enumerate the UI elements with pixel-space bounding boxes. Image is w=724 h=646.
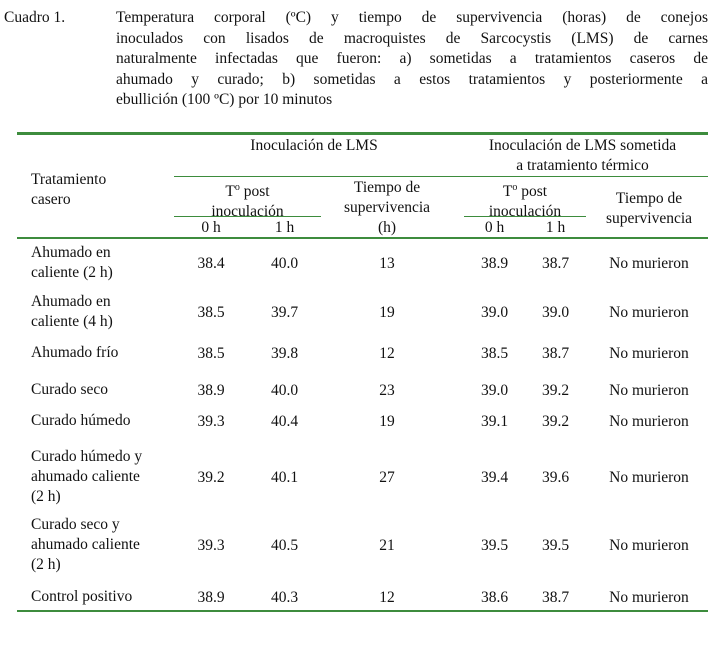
header-1h-b: 1 h bbox=[545, 219, 566, 236]
cell-a0: 38.5 bbox=[197, 304, 225, 321]
cell-b0: 39.0 bbox=[480, 382, 509, 399]
header-temp-inoc: inoculación bbox=[488, 203, 562, 221]
header-temp-t: T bbox=[502, 183, 513, 201]
header-group-2-line2: a tratamiento térmico bbox=[516, 157, 649, 174]
bottom-rule bbox=[17, 610, 708, 612]
header-temp-post: post bbox=[239, 183, 270, 201]
cell-s: No murieron bbox=[609, 255, 689, 272]
row-label-line: (2 h) bbox=[31, 488, 61, 505]
row-label-line: Ahumado en bbox=[31, 293, 111, 310]
cell-s: No murieron bbox=[609, 469, 689, 486]
cell-b1: 39.2 bbox=[541, 413, 570, 430]
row-label bbox=[31, 587, 132, 607]
cell-b0: 39.1 bbox=[480, 413, 509, 430]
row-label-line: caliente (4 h) bbox=[31, 313, 113, 330]
cell-a0: 39.3 bbox=[197, 537, 225, 554]
cell-s: No murieron bbox=[609, 304, 689, 321]
cell-s: No murieron bbox=[609, 537, 689, 554]
top-rule bbox=[17, 132, 708, 135]
header-0h-b: 0 h bbox=[484, 219, 505, 236]
row-label bbox=[31, 243, 113, 283]
cell-a0: 38.9 bbox=[197, 589, 225, 606]
cell-b1: 39.0 bbox=[541, 304, 570, 321]
cell-a1: 40.0 bbox=[270, 255, 299, 272]
cell-b0: 38.6 bbox=[480, 589, 509, 606]
cell-b0: 39.5 bbox=[480, 537, 509, 554]
cell-a1: 39.7 bbox=[270, 304, 299, 321]
table-caption bbox=[4, 8, 708, 111]
header-temp-degree: o bbox=[234, 182, 240, 193]
cell-t: 23 bbox=[379, 382, 395, 399]
row-label-line: ahumado caliente bbox=[31, 536, 140, 553]
header-tiempo-sup-2 bbox=[590, 189, 708, 229]
cell-b1: 38.7 bbox=[541, 255, 570, 272]
row-label bbox=[31, 380, 108, 400]
caption-line: ahumado y curado; b) sometidas a estos tratamientos y posteriormente a bbox=[116, 70, 708, 88]
row-label-line: (2 h) bbox=[31, 556, 61, 573]
header-tratamiento-line1: Tratamiento bbox=[31, 171, 107, 188]
cell-t: 12 bbox=[379, 345, 395, 362]
cell-b0: 39.0 bbox=[480, 304, 509, 321]
header-tiempo-sup-1 bbox=[327, 178, 447, 238]
header-tiempo-line2: supervivencia bbox=[343, 199, 431, 216]
row-label-line: Ahumado frío bbox=[31, 344, 119, 361]
caption-line: ebullición (100 ºC) por 10 minutos bbox=[116, 91, 333, 108]
cell-t: 13 bbox=[379, 255, 395, 272]
cell-b0: 38.9 bbox=[480, 255, 509, 272]
header-tiempo2-line1: Tiempo de bbox=[615, 190, 683, 207]
cell-s: No murieron bbox=[609, 382, 689, 399]
cell-a1: 40.4 bbox=[270, 413, 299, 430]
header-temp-inoc: inoculación bbox=[211, 203, 284, 221]
row-label-line: Curado húmedo bbox=[31, 412, 131, 429]
cell-b1: 39.2 bbox=[541, 382, 570, 399]
header-temp-t: T bbox=[225, 183, 235, 201]
header-1h-a: 1 h bbox=[274, 219, 295, 236]
cell-a0: 38.5 bbox=[197, 345, 225, 362]
cell-b1: 38.7 bbox=[541, 345, 570, 362]
header-tiempo-line3: (h) bbox=[377, 219, 397, 236]
caption-label: Cuadro 1. bbox=[4, 9, 66, 26]
row-label bbox=[31, 292, 113, 332]
row-label-line: Curado húmedo y bbox=[31, 448, 143, 465]
row-label-line: Curado seco y bbox=[31, 516, 120, 533]
cell-t: 27 bbox=[379, 469, 395, 486]
header-temp-post: post bbox=[517, 183, 548, 201]
header-0h-a: 0 h bbox=[201, 219, 221, 236]
header-temp-post-2 bbox=[464, 178, 586, 222]
cell-b1: 39.6 bbox=[541, 469, 570, 486]
row-label-line: Ahumado en bbox=[31, 244, 111, 261]
row-label bbox=[31, 343, 118, 363]
row-label-line: Control positivo bbox=[31, 588, 133, 605]
cell-s: No murieron bbox=[609, 345, 689, 362]
header-tratamiento-line2: casero bbox=[31, 191, 71, 208]
cell-t: 12 bbox=[379, 589, 395, 606]
caption-text bbox=[116, 8, 708, 111]
header-temp-degree: o bbox=[512, 182, 518, 193]
row-label bbox=[31, 515, 140, 575]
cell-a1: 40.1 bbox=[270, 469, 299, 486]
cell-a0: 38.4 bbox=[197, 255, 225, 272]
header-rule-1 bbox=[174, 176, 708, 177]
cell-t: 19 bbox=[379, 304, 395, 321]
caption-line: inoculados con lisados de macroquistes de Sarcocystis (LMS) de carnes bbox=[116, 29, 708, 47]
row-label-line: ahumado caliente bbox=[31, 468, 140, 485]
header-temp-post-1 bbox=[174, 178, 321, 222]
cell-a1: 40.0 bbox=[270, 382, 299, 399]
header-group-2 bbox=[457, 136, 708, 176]
cell-b1: 39.5 bbox=[541, 537, 570, 554]
row-label-line: caliente (2 h) bbox=[31, 264, 113, 281]
cell-a0: 39.2 bbox=[197, 469, 225, 486]
cell-b0: 38.5 bbox=[480, 345, 509, 362]
cell-a1: 40.3 bbox=[270, 589, 299, 606]
caption-line: Temperatura corporal (ºC) y tiempo de supervivencia (horas) de conejos bbox=[116, 9, 708, 26]
cell-b0: 39.4 bbox=[480, 469, 509, 486]
cell-s: No murieron bbox=[609, 413, 689, 430]
cell-a0: 39.3 bbox=[197, 413, 225, 430]
header-tiempo-line1: Tiempo de bbox=[353, 179, 421, 196]
cell-a1: 40.5 bbox=[270, 537, 299, 554]
row-label-line: Curado seco bbox=[31, 381, 109, 398]
header-tiempo2-line2: supervivencia bbox=[605, 210, 693, 227]
header-tratamiento bbox=[31, 170, 106, 210]
data-table bbox=[17, 132, 708, 612]
header-group-2-line1: Inoculación de LMS sometida bbox=[488, 137, 677, 154]
row-label bbox=[31, 447, 142, 507]
row-label bbox=[31, 411, 130, 431]
cell-s: No murieron bbox=[609, 589, 689, 606]
caption-line: naturalmente infectadas que fueron: a) sometidas a tratamientos caseros de bbox=[116, 50, 708, 67]
cell-a0: 38.9 bbox=[197, 382, 225, 399]
header-group-1: Inoculación de LMS bbox=[250, 137, 378, 154]
cell-a1: 39.8 bbox=[270, 345, 299, 362]
cell-t: 19 bbox=[379, 413, 395, 430]
cell-t: 21 bbox=[379, 537, 395, 554]
cell-b1: 38.7 bbox=[541, 589, 570, 606]
